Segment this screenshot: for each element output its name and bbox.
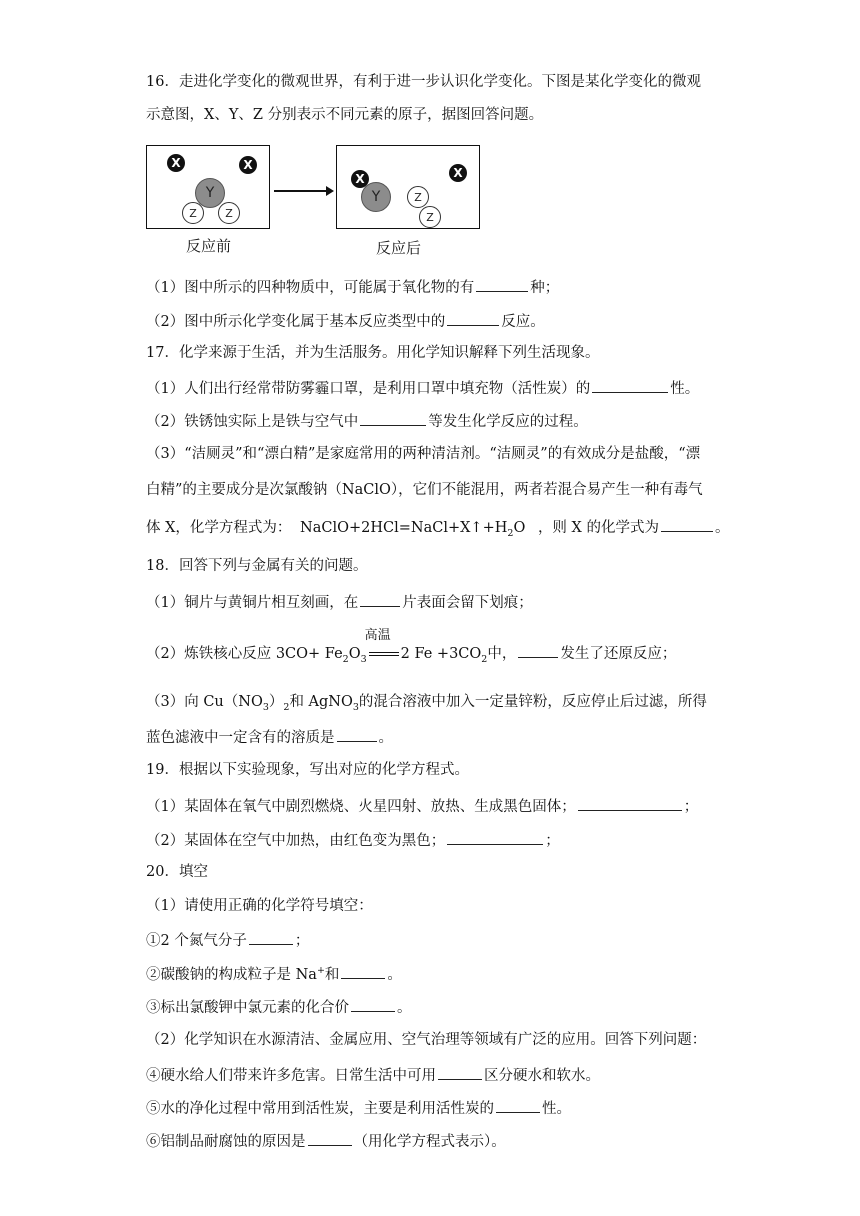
answer-blank[interactable] [249,929,293,945]
caption-before: 反应前 [186,237,232,255]
atom-x: X [239,156,257,174]
q20-item2-mid: 和 [324,967,340,983]
formula-part: 和 AgNO [289,694,353,710]
q20-title: 20．填空 [146,864,208,880]
after-reaction-box [336,145,480,229]
formula-part: ） [268,694,284,710]
q20-item2 [146,963,402,985]
q20-section1: （1）请使用正确的化学符号填空： [146,898,373,914]
formula-part: 2 Fe +3CO [400,646,482,662]
answer-blank[interactable] [341,963,385,979]
q16-part1-end: 种； [530,280,560,296]
atom-z: Z [182,202,204,224]
equation-part: NaClO+2HCl=NaCl+X↑+H [300,520,508,536]
q20-item5 [146,1097,571,1119]
q18-part3-line2 [146,726,393,748]
answer-blank[interactable] [360,410,426,426]
q16-part2 [146,310,545,332]
equation-subscript: 2 [507,527,514,539]
q20-item4-end: 区分硬水和软水。 [484,1068,600,1084]
q18-part3-end: 。 [378,730,393,746]
q20-item3 [146,996,412,1018]
answer-blank[interactable] [578,795,682,811]
q20-section2: （2）化学知识在水源清洁、金属应用、空气治理等领域有广泛的应用。回答下列问题： [146,1032,707,1048]
q16-intro-line2: 示意图，X、Y、Z 分别表示不同元素的原子，据图回答问题。 [146,107,544,123]
q19-part2-end: ； [545,833,560,849]
reaction-condition [364,628,399,664]
q20-item2-end: 。 [387,967,402,983]
reaction-diagram [146,145,486,263]
q18-part3-rest: 的混合溶液中加入一定量锌粉，反应停止后过滤，所得 [358,694,707,710]
subscript: 2 [342,653,349,665]
answer-blank[interactable] [337,726,377,742]
q17-part3-line3 [146,516,729,538]
condition-label: 高温 [364,628,391,643]
subscript: 2 [283,701,290,713]
equation-part: O [513,520,526,536]
q18-part1-text: （1）铜片与黄铜片相互刻画，在 [146,595,359,611]
answer-blank[interactable] [592,377,668,393]
q20-item6-text: ⑥铝制品耐腐蚀的原因是 [146,1134,306,1150]
answer-blank[interactable] [308,1130,352,1146]
atom-y: Y [361,182,391,212]
q20-item6-end: （用化学方程式表示）。 [353,1134,506,1150]
q17-part3-line2: 白精”的主要成分是次氯酸钠（NaClO），它们不能混用，两者若混合易产生一种有毒气 [146,482,703,498]
q18-part1-end: 片表面会留下划痕； [402,595,533,611]
q17-part2-text: （2）铁锈蚀实际上是铁与空气中 [146,414,359,430]
answer-blank[interactable] [518,642,558,658]
answer-blank[interactable] [447,829,543,845]
q18-part2-end: 发生了还原反应； [560,646,677,662]
q16-part1-text: （1）图中所示的四种物质中，可能属于氧化物的有 [146,280,475,296]
q20-item4 [146,1064,600,1086]
q17-part1-text: （1）人们出行经常带防雾霾口罩，是利用口罩中填充物（活性炭）的 [146,381,591,397]
subscript: 2 [481,653,488,665]
subscript: 3 [352,701,359,713]
q19-part1-text: （1）某固体在氧气中剧烈燃烧、火星四射、放热、生成黑色固体； [146,799,576,815]
answer-blank[interactable] [661,516,713,532]
subscript: 3 [360,653,367,665]
q17-part2-end: 等发生化学反应的过程。 [428,414,588,430]
q17-title: 17．化学来源于生活，并为生活服务。用化学知识解释下列生活现象。 [146,345,600,361]
superscript: + [316,965,325,977]
subscript: 3 [262,701,269,713]
atom-x: X [351,170,369,188]
q20-item5-end: 性。 [542,1101,571,1117]
before-reaction-box [146,145,270,229]
caption-after: 反应后 [376,239,422,257]
q17-part1 [146,377,699,399]
reaction-arrow [274,190,332,192]
q19-part1 [146,795,698,817]
atom-x: X [449,164,467,182]
q19-part2 [146,829,560,851]
q19-part1-end: ； [683,799,699,815]
atom-x: X [167,154,185,172]
q20-item3-end: 。 [397,1000,412,1016]
answer-blank[interactable] [351,996,395,1012]
q20-item1 [146,929,309,951]
q16-part2-text: （2）图中所示化学变化属于基本反应类型中的 [146,314,446,330]
answer-blank[interactable] [447,310,499,326]
atom-z: Z [419,206,441,228]
q16-part2-end: 反应。 [501,314,545,330]
q18-part1 [146,591,533,613]
q18-part3-text: （3）向 Cu（NO [146,694,263,710]
q19-part2-text: （2）某固体在空气中加热，由红色变为黑色； [146,833,446,849]
q20-item4-text: ④硬水给人们带来许多危害。日常生活中可用 [146,1068,436,1084]
q20-item3-text: ③标出氯酸钾中氯元素的化合价 [146,1000,349,1016]
atom-y: Y [195,178,225,208]
q17-part2 [146,410,588,432]
q17-part1-end: 性。 [670,381,700,397]
q18-part2-text: （2）炼铁核心反应 3CO+ Fe [146,646,343,662]
q18-part2 [146,628,677,665]
q17-part3-end: 。 [714,520,730,536]
q18-title: 18．回答下列与金属有关的问题。 [146,558,368,574]
formula-part: O [348,646,361,662]
chemical-equation [300,520,526,539]
q20-item6 [146,1130,506,1152]
q19-title: 19．根据以下实验现象，写出对应的化学方程式。 [146,762,469,778]
q18-part3-question: 蓝色滤液中一定含有的溶质是 [146,730,335,746]
q16-intro-line1: 16．走进化学变化的微观世界，有利于进一步认识化学变化。下图是某化学变化的微观 [146,74,701,90]
q17-part3-lead: 体 X，化学方程式为： [146,520,292,536]
answer-blank[interactable] [496,1097,540,1113]
q20-item5-text: ⑤水的净化过程中常用到活性炭，主要是利用活性炭的 [146,1101,494,1117]
q17-part3-question: ，则 X 的化学式为 [537,520,659,536]
atom-z: Z [407,186,429,208]
q16-part1 [146,276,559,298]
q17-part3-line1: （3）“洁厕灵”和“漂白精”是家庭常用的两种清洁剂。“洁厕灵”的有效成分是盐酸，“漂 [146,446,701,462]
answer-blank[interactable] [476,276,528,292]
answer-blank[interactable] [438,1064,482,1080]
q20-item2-text: ②碳酸钠的构成粒子是 Na [146,967,317,983]
q20-item1-text: ①2 个氮气分子 [146,933,247,949]
formula-part: 中， [487,646,517,662]
equals-bar [369,652,399,656]
q20-item1-end: ； [294,933,310,949]
answer-blank[interactable] [360,591,400,607]
q18-part3-line1 [146,692,707,712]
atom-z: Z [218,202,240,224]
